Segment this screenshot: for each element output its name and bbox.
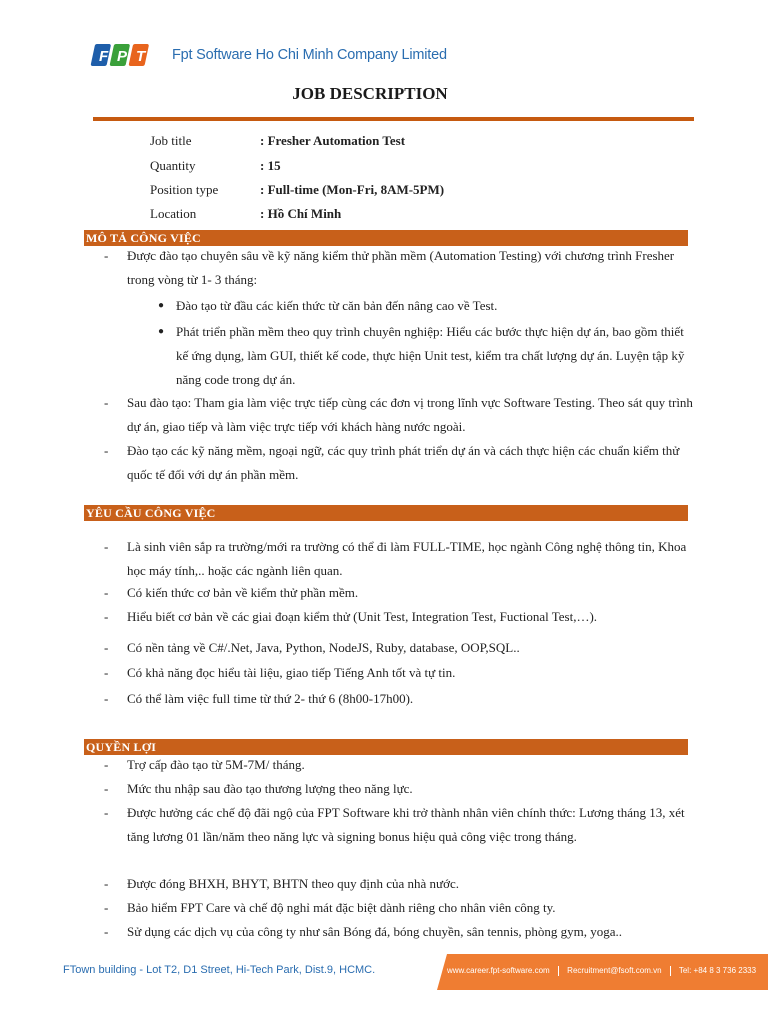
list-item: Được đóng BHXH, BHYT, BHTN theo quy định của nhà nước. [127, 876, 459, 891]
footer-phone: Tel: +84 8 3 736 2333 [678, 966, 757, 976]
dash-bullet: - [104, 781, 109, 796]
info-label: Job title [150, 133, 192, 148]
section-heading-requirements: YÊU CẦU CÔNG VIỆC [84, 505, 688, 521]
list-item: Sử dụng các dịch vụ của công ty như sân Bóng đá, bóng chuyền, sân tennis, phòng gym, yoga.. [127, 924, 623, 939]
dash-bullet: - [104, 640, 109, 655]
list-item: Mức thu nhập sau đào tạo thương lượng theo năng lực. [127, 781, 413, 796]
sub-list-item: Đào tạo từ đầu các kiến thức từ căn bản đến nâng cao về Test. [176, 298, 498, 313]
dash-bullet: - [104, 665, 109, 680]
list-item: Có kiến thức cơ bản về kiểm thử phần mềm. [127, 585, 359, 600]
info-value: : 15 [260, 158, 281, 173]
svg-text:P: P [117, 48, 128, 65]
list-item: Có thể làm việc full time từ thứ 2- thứ 6 (8h00-17h00). [127, 691, 414, 706]
list-item: Trợ cấp đào tạo từ 5M-7M/ tháng. [127, 757, 305, 772]
dash-bullet: - [104, 876, 109, 891]
dot-bullet: ● [158, 326, 165, 337]
footer-address: FTown building - Lot T2, D1 Street, Hi-Tech Park, Dist.9, HCMC. [63, 964, 376, 976]
list-item: Đào tạo các kỹ năng mềm, ngoại ngữ, các quy trình phát triển dự án và cách thực hiện các chuẩn kiểm thử quốc tế đối với dự án phần mềm. [127, 443, 680, 482]
info-label: Quantity [150, 158, 196, 173]
list-item: Có nền tảng về C#/.Net, Java, Python, NodeJS, Ruby, database, OOP,SQL.. [127, 640, 520, 655]
dash-bullet: - [104, 585, 109, 600]
fpt-logo-icon [90, 40, 154, 72]
section-heading-job-description: MÔ TẢ CÔNG VIỆC [84, 230, 688, 246]
dash-bullet: - [104, 924, 109, 939]
info-label: Position type [150, 182, 219, 197]
info-value: : Fresher Automation Test [260, 133, 406, 148]
dash-bullet: - [104, 248, 109, 263]
footer-contacts [447, 966, 756, 976]
dot-bullet: ● [158, 300, 165, 311]
info-value: : Full-time (Mon-Fri, 8AM-5PM) [260, 182, 445, 197]
page-title: JOB DESCRIPTION [292, 84, 448, 103]
company-name: Fpt Software Ho Chi Minh Company Limited [172, 47, 447, 63]
svg-text:T: T [136, 48, 146, 65]
separator [670, 966, 671, 976]
footer-website-link[interactable]: www.career.fpt-software.com [447, 966, 550, 976]
info-value: : Hồ Chí Minh [260, 206, 342, 221]
title-divider [93, 117, 694, 121]
list-item: Được đào tạo chuyên sâu về kỹ năng kiểm thử phần mềm (Automation Testing) với chương trình Fresher trong vòng từ 1- 3 tháng: [127, 248, 675, 287]
dash-bullet: - [104, 443, 109, 458]
info-label: Location [150, 206, 197, 221]
footer-email-link[interactable]: Recruitment@fsoft.com.vn [567, 966, 662, 976]
sub-list-item: Phát triển phần mềm theo quy trình chuyên nghiệp: Hiểu các bước thực hiện dự án, bao gồm thiết kế ứng dụng, làm GUI, thiết kế code, thực hiện Unit test, kiểm tra chất lượng dự án. Luyện tập kỹ năng code trong dự án. [176, 324, 685, 387]
dash-bullet: - [104, 539, 109, 554]
section-heading-benefits: QUYỀN LỢI [84, 739, 688, 755]
svg-text:F: F [99, 48, 109, 65]
fpt-logo [90, 40, 154, 72]
list-item: Là sinh viên sắp ra trường/mới ra trường có thể đi làm FULL-TIME, học ngành Công nghệ thông tin, Khoa học máy tính,.. hoặc các ngành liên quan. [127, 539, 687, 578]
dash-bullet: - [104, 609, 109, 624]
list-item: Được hưởng các chế độ đãi ngộ của FPT Software khi trở thành nhân viên chính thức: Lương tháng 13, xét tăng lương 01 lần/năm theo năng lực và signing bonus hiệu quả công việc trong tháng. [127, 805, 685, 844]
dash-bullet: - [104, 691, 109, 706]
dash-bullet: - [104, 900, 109, 915]
separator [558, 966, 559, 976]
footer [0, 954, 768, 990]
list-item: Bảo hiểm FPT Care và chế độ nghỉ mát đặc biệt dành riêng cho nhân viên công ty. [127, 900, 556, 915]
dash-bullet: - [104, 805, 109, 820]
list-item: Hiểu biết cơ bản về các giai đoạn kiểm thử (Unit Test, Integration Test, Fuctional Test,…). [127, 609, 598, 624]
dash-bullet: - [104, 757, 109, 772]
dash-bullet: - [104, 395, 109, 410]
list-item: Có khả năng đọc hiểu tài liệu, giao tiếp Tiếng Anh tốt và tự tin. [127, 665, 456, 680]
list-item: Sau đào tạo: Tham gia làm việc trực tiếp cùng các đơn vị trong lĩnh vực Software Testing. Theo sát quy trình dự án, giao tiếp và làm việc trực tiếp với khách hàng nước ngoài. [127, 395, 693, 434]
